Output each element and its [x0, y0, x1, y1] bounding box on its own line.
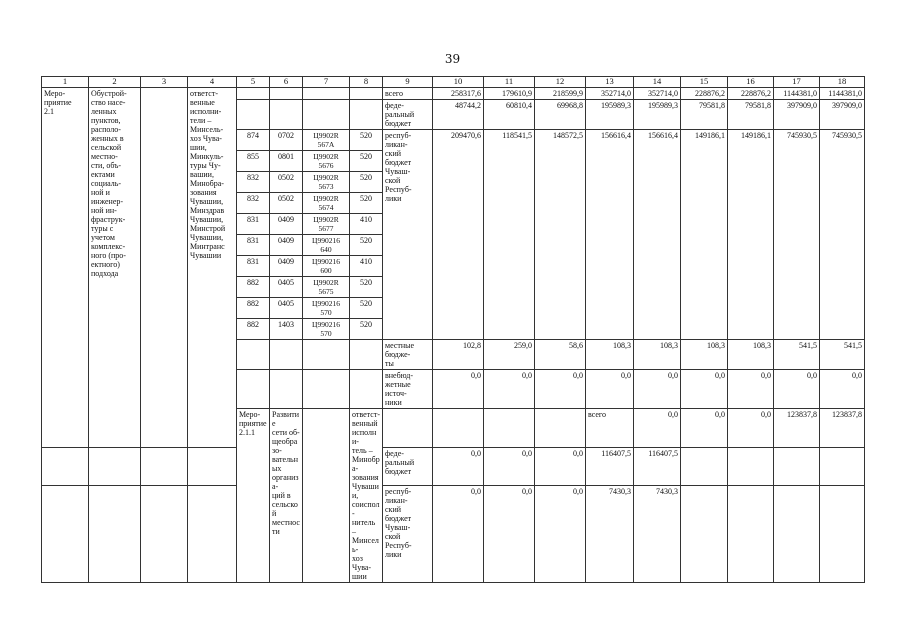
- value-cell: 156616,4: [634, 130, 681, 340]
- value-cell: [728, 486, 774, 583]
- value-cell: 397909,0: [820, 100, 865, 130]
- measure-title-cell: Развитие сети об- щеобразо- вательных организа- ций в сельской местности: [270, 409, 303, 583]
- empty-cell: [89, 447, 141, 486]
- value-cell: 0,0: [586, 370, 634, 409]
- code-type-cell: 520: [350, 277, 383, 298]
- value-cell: 1144381,0: [820, 88, 865, 100]
- empty-cell: [141, 486, 188, 583]
- value-cell: 352714,0: [586, 88, 634, 100]
- empty-cell: [350, 340, 383, 370]
- code-target-cell: Ц9902R 567А: [303, 130, 350, 151]
- column-header: 16: [728, 77, 774, 88]
- value-cell: 0,0: [484, 370, 535, 409]
- empty-cell: [433, 409, 484, 448]
- value-cell: 148572,5: [535, 130, 586, 340]
- empty-cell: [303, 409, 350, 583]
- column-header: 13: [586, 77, 634, 88]
- column-header: 12: [535, 77, 586, 88]
- column-header: 8: [350, 77, 383, 88]
- code-target-cell: Ц990216 640: [303, 235, 350, 256]
- code-type-cell: 520: [350, 298, 383, 319]
- column-header: 14: [634, 77, 681, 88]
- code-target-cell: Ц9902R 5675: [303, 277, 350, 298]
- empty-cell: [42, 486, 89, 583]
- value-cell: 745930,5: [820, 130, 865, 340]
- value-cell: 149186,1: [681, 130, 728, 340]
- value-cell: 228876,2: [728, 88, 774, 100]
- code-gr-cell: 882: [237, 277, 270, 298]
- column-header: 7: [303, 77, 350, 88]
- value-cell: [774, 486, 820, 583]
- code-type-cell: 410: [350, 256, 383, 277]
- source-label-cell: феде- ральный бюджет: [383, 100, 433, 130]
- value-cell: 123837,8: [774, 409, 820, 448]
- value-cell: 118541,5: [484, 130, 535, 340]
- column-header: 5: [237, 77, 270, 88]
- value-cell: 218599,9: [535, 88, 586, 100]
- column-header: 18: [820, 77, 865, 88]
- code-target-cell: Ц990216 600: [303, 256, 350, 277]
- measure-title-cell: Обустрой- ство насе- ленных пунктов, располо- женных в сельской местно- сти, объ- ектами социаль- ной и инженер- ной ин- фраструк- туры с учетом комплекс- ного (про- ектного) подхода: [89, 88, 141, 448]
- value-cell: 156616,4: [586, 130, 634, 340]
- code-gr-cell: 831: [237, 256, 270, 277]
- empty-cell: [350, 100, 383, 130]
- column-header: 15: [681, 77, 728, 88]
- code-section-cell: 0702: [270, 130, 303, 151]
- value-cell: 108,3: [586, 340, 634, 370]
- value-cell: 0,0: [535, 486, 586, 583]
- value-cell: 0,0: [484, 486, 535, 583]
- value-cell: [681, 486, 728, 583]
- code-gr-cell: 882: [237, 298, 270, 319]
- value-cell: 0,0: [681, 409, 728, 448]
- code-gr-cell: 882: [237, 319, 270, 340]
- code-gr-cell: 831: [237, 235, 270, 256]
- column-header: 9: [383, 77, 433, 88]
- code-type-cell: 520: [350, 172, 383, 193]
- value-cell: 0,0: [433, 447, 484, 486]
- value-cell: 0,0: [535, 447, 586, 486]
- measure-number-cell: Меро- приятие 2.1: [42, 88, 89, 448]
- value-cell: 0,0: [535, 370, 586, 409]
- empty-cell: [237, 340, 270, 370]
- code-section-cell: 0801: [270, 151, 303, 172]
- value-cell: 0,0: [681, 370, 728, 409]
- budget-table: [41, 76, 865, 583]
- code-section-cell: 0502: [270, 172, 303, 193]
- empty-cell: [188, 447, 237, 486]
- table-body: [42, 77, 865, 583]
- value-cell: 48744,2: [433, 100, 484, 130]
- code-target-cell: Ц990216 570: [303, 319, 350, 340]
- value-cell: 116407,5: [634, 447, 681, 486]
- source-label-cell: всего: [586, 409, 634, 448]
- empty-cell: [237, 100, 270, 130]
- code-gr-cell: 874: [237, 130, 270, 151]
- code-section-cell: 0502: [270, 193, 303, 214]
- empty-cell: [188, 486, 237, 583]
- value-cell: 745930,5: [774, 130, 820, 340]
- executors-cell: ответст- венный исполни- тель – Минобра- зования Чувашии, соиспол- нитель – Минсель- хоз Чува- шии: [350, 409, 383, 583]
- table-row: [42, 447, 865, 486]
- value-cell: 108,3: [634, 340, 681, 370]
- empty-cell: [89, 486, 141, 583]
- value-cell: 60810,4: [484, 100, 535, 130]
- code-type-cell: 520: [350, 193, 383, 214]
- table-row: [42, 88, 865, 100]
- code-section-cell: 1403: [270, 319, 303, 340]
- value-cell: [820, 447, 865, 486]
- source-label-cell: внебюд- жетные источ- ники: [383, 370, 433, 409]
- column-header: 10: [433, 77, 484, 88]
- column-header: 4: [188, 77, 237, 88]
- value-cell: 179610,9: [484, 88, 535, 100]
- code-type-cell: 520: [350, 130, 383, 151]
- empty-cell: [303, 100, 350, 130]
- empty-cell: [350, 88, 383, 100]
- empty-cell: [350, 370, 383, 409]
- value-cell: 258317,6: [433, 88, 484, 100]
- value-cell: 352714,0: [634, 88, 681, 100]
- empty-cell: [270, 370, 303, 409]
- table-row: [42, 486, 865, 583]
- value-cell: 1144381,0: [774, 88, 820, 100]
- column-header: 11: [484, 77, 535, 88]
- column-header: 3: [141, 77, 188, 88]
- value-cell: 541,5: [820, 340, 865, 370]
- value-cell: [774, 447, 820, 486]
- code-gr-cell: 831: [237, 214, 270, 235]
- value-cell: 102,8: [433, 340, 484, 370]
- empty-cell: [237, 88, 270, 100]
- value-cell: [728, 447, 774, 486]
- empty-cell: [303, 370, 350, 409]
- value-cell: 7430,3: [586, 486, 634, 583]
- empty-cell: [141, 88, 188, 448]
- value-cell: 195989,3: [634, 100, 681, 130]
- value-cell: 149186,1: [728, 130, 774, 340]
- code-type-cell: 520: [350, 319, 383, 340]
- source-label-cell: всего: [383, 88, 433, 100]
- page-number: 39: [444, 52, 461, 66]
- source-label-cell: местные бюдже- ты: [383, 340, 433, 370]
- column-header: 17: [774, 77, 820, 88]
- code-section-cell: 0405: [270, 277, 303, 298]
- empty-cell: [303, 340, 350, 370]
- value-cell: 116407,5: [586, 447, 634, 486]
- value-cell: 0,0: [484, 447, 535, 486]
- value-cell: 7430,3: [634, 486, 681, 583]
- empty-cell: [237, 370, 270, 409]
- code-section-cell: 0409: [270, 256, 303, 277]
- value-cell: 69968,8: [535, 100, 586, 130]
- value-cell: 259,0: [484, 340, 535, 370]
- code-gr-cell: 832: [237, 172, 270, 193]
- code-section-cell: 0409: [270, 214, 303, 235]
- empty-cell: [270, 340, 303, 370]
- executors-cell: ответст- венные исполни- тели – Минсель- хоз Чува- шии, Минкуль- туры Чу- вашии, Минобра- зования Чувашии, Минздрав Чувашии, Минстрой Чувашии, Минтранс Чувашии: [188, 88, 237, 448]
- empty-cell: [383, 409, 433, 448]
- value-cell: 397909,0: [774, 100, 820, 130]
- column-header: 6: [270, 77, 303, 88]
- value-cell: 79581,8: [681, 100, 728, 130]
- source-label-cell: феде- ральный бюджет: [383, 447, 433, 486]
- value-cell: 209470,6: [433, 130, 484, 340]
- value-cell: 0,0: [433, 370, 484, 409]
- value-cell: 0,0: [634, 409, 681, 448]
- code-target-cell: Ц9902R 5677: [303, 214, 350, 235]
- code-gr-cell: 832: [237, 193, 270, 214]
- value-cell: 58,6: [535, 340, 586, 370]
- code-section-cell: 0405: [270, 298, 303, 319]
- value-cell: 108,3: [681, 340, 728, 370]
- code-type-cell: 520: [350, 235, 383, 256]
- code-target-cell: Ц990216 570: [303, 298, 350, 319]
- column-header: 2: [89, 77, 141, 88]
- empty-cell: [42, 447, 89, 486]
- value-cell: 0,0: [728, 370, 774, 409]
- code-target-cell: Ц9902R 5674: [303, 193, 350, 214]
- value-cell: [681, 447, 728, 486]
- value-cell: 123837,8: [820, 409, 865, 448]
- value-cell: 0,0: [774, 370, 820, 409]
- empty-cell: [303, 88, 350, 100]
- code-type-cell: 410: [350, 214, 383, 235]
- empty-cell: [535, 409, 586, 448]
- value-cell: [820, 486, 865, 583]
- value-cell: 0,0: [433, 486, 484, 583]
- value-cell: 541,5: [774, 340, 820, 370]
- code-target-cell: Ц9902R 5673: [303, 172, 350, 193]
- value-cell: 79581,8: [728, 100, 774, 130]
- value-cell: 195989,3: [586, 100, 634, 130]
- source-label-cell: респуб- ликан- ский бюджет Чуваш- ской Респуб- лики: [383, 486, 433, 583]
- value-cell: 0,0: [728, 409, 774, 448]
- measure-number-cell: Меро- приятие 2.1.1: [237, 409, 270, 583]
- value-cell: 228876,2: [681, 88, 728, 100]
- empty-cell: [141, 447, 188, 486]
- empty-cell: [484, 409, 535, 448]
- code-type-cell: 520: [350, 151, 383, 172]
- value-cell: 108,3: [728, 340, 774, 370]
- source-label-cell: респуб- ликан- ский бюджет Чуваш- ской Респуб- лики: [383, 130, 433, 340]
- code-gr-cell: 855: [237, 151, 270, 172]
- column-header: 1: [42, 77, 89, 88]
- code-target-cell: Ц9902R 5676: [303, 151, 350, 172]
- value-cell: 0,0: [634, 370, 681, 409]
- empty-cell: [270, 88, 303, 100]
- header-row: [42, 77, 865, 88]
- code-section-cell: 0409: [270, 235, 303, 256]
- empty-cell: [270, 100, 303, 130]
- value-cell: 0,0: [820, 370, 865, 409]
